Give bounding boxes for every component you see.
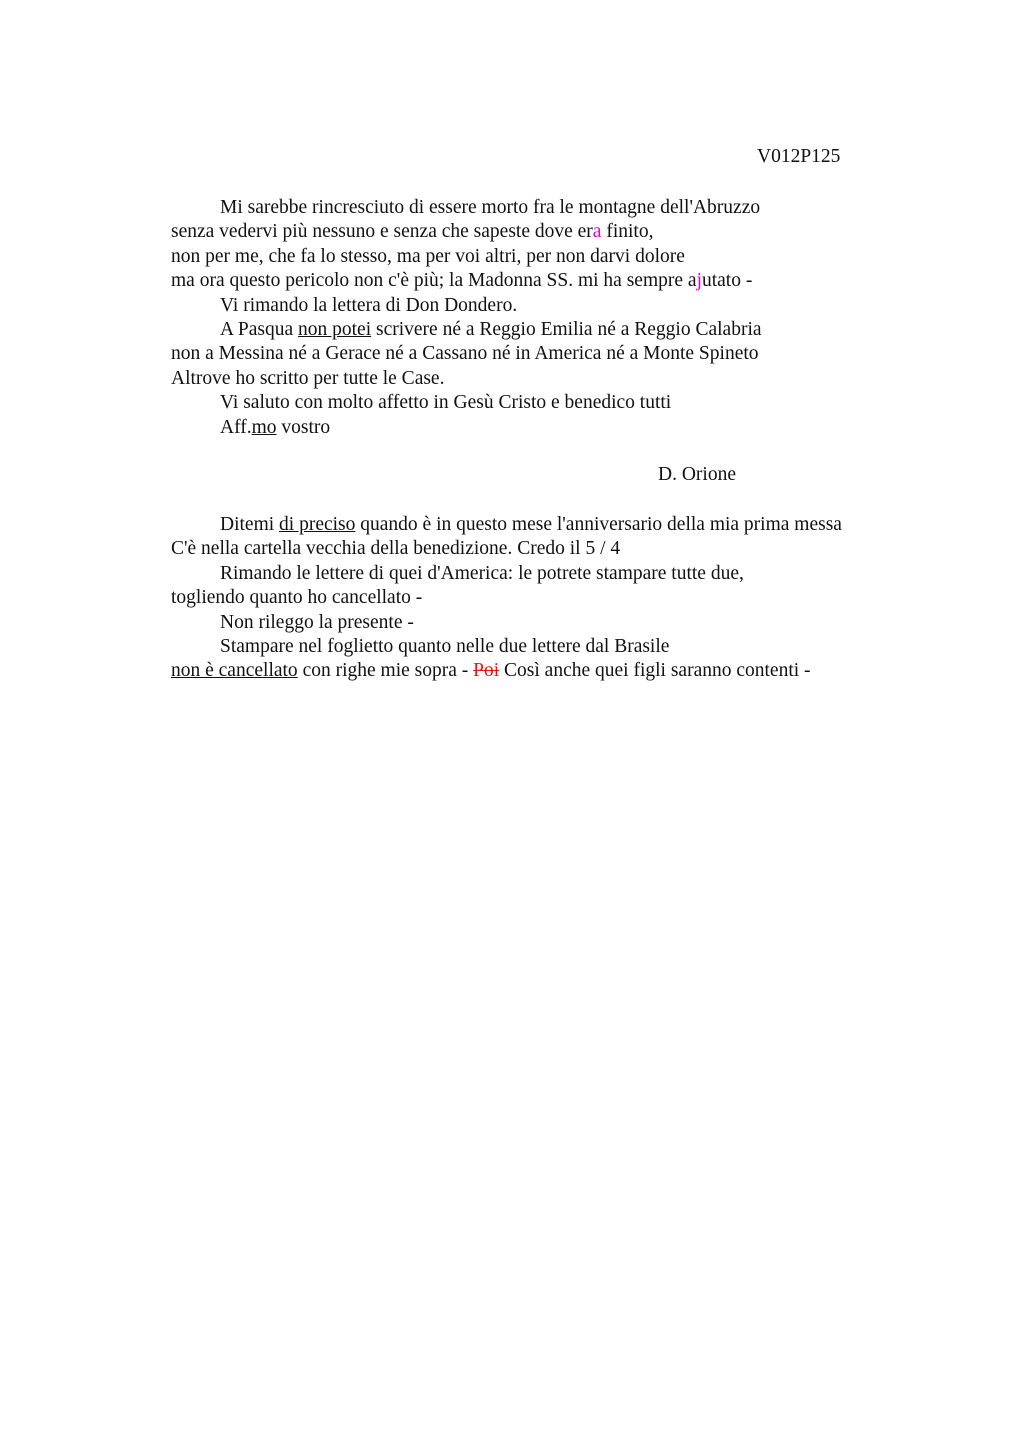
text-segment: vostro	[276, 416, 331, 438]
text-line: Stampare nel foglietto quanto nelle due lettere dal Brasile	[220, 635, 670, 657]
text-line: togliendo quanto ho cancellato -	[171, 587, 423, 609]
text-line: Vi rimando la lettera di Don Dondero.	[220, 294, 518, 316]
text-line: non per me, che fa lo stesso, ma per voi altri, per non darvi dolore	[171, 245, 685, 267]
text-line: Vi saluto con molto affetto in Gesù Cristo e benedico tutti	[220, 392, 672, 414]
text-segment: Aff.	[220, 416, 252, 438]
underlined-text: mo	[251, 416, 277, 438]
letter-body	[171, 196, 971, 440]
text-line: Altrove ho scritto per tutte le Case.	[171, 367, 445, 389]
text-segment: A Pasqua	[220, 318, 298, 340]
text-segment: Così anche quei figli saranno contenti -	[499, 660, 811, 682]
document-reference: V012P125	[757, 146, 841, 167]
text-line	[171, 416, 971, 440]
text-line	[171, 513, 971, 537]
text-segment: utato -	[701, 270, 753, 292]
text-segment: finito,	[601, 221, 654, 243]
text-segment: Ditemi	[220, 514, 280, 535]
inserted-letter: a	[592, 221, 602, 243]
text-segment: quando è in questo mese l'anniversario della mia prima messa	[355, 514, 842, 535]
text-segment: scrivere né a Reggio Emilia né a Reggio Calabria	[371, 318, 762, 340]
text-line	[171, 220, 971, 244]
text-line: Non rileggo la presente -	[220, 611, 414, 633]
text-line: Mi sarebbe rincresciuto di essere morto fra le montagne dell'Abruzzo	[220, 197, 761, 218]
text-segment: ma ora questo pericolo non c'è più; la Madonna SS. mi ha sempre a	[171, 270, 697, 292]
inserted-letter: j	[696, 270, 702, 292]
underlined-text: non è cancellato	[171, 660, 298, 682]
signature: D. Orione	[658, 464, 736, 485]
text-line	[171, 318, 971, 342]
text-line: Rimando le lettere di quei d'America: le potrete stampare tutte due,	[220, 562, 744, 584]
underlined-text: di preciso	[279, 514, 356, 535]
postscript	[171, 513, 971, 684]
text-line: non a Messina né a Gerace né a Cassano né in America né a Monte Spineto	[171, 343, 759, 365]
underlined-text: non potei	[298, 318, 372, 340]
text-line	[171, 659, 971, 683]
struck-text: Poi	[473, 660, 500, 682]
text-line	[171, 269, 971, 293]
text-line: C'è nella cartella vecchia della benedizione. Credo il 5 / 4	[171, 538, 621, 560]
text-segment: senza vedervi più nessuno e senza che sapeste dove er	[171, 221, 593, 243]
text-segment: con righe mie sopra -	[297, 660, 474, 682]
